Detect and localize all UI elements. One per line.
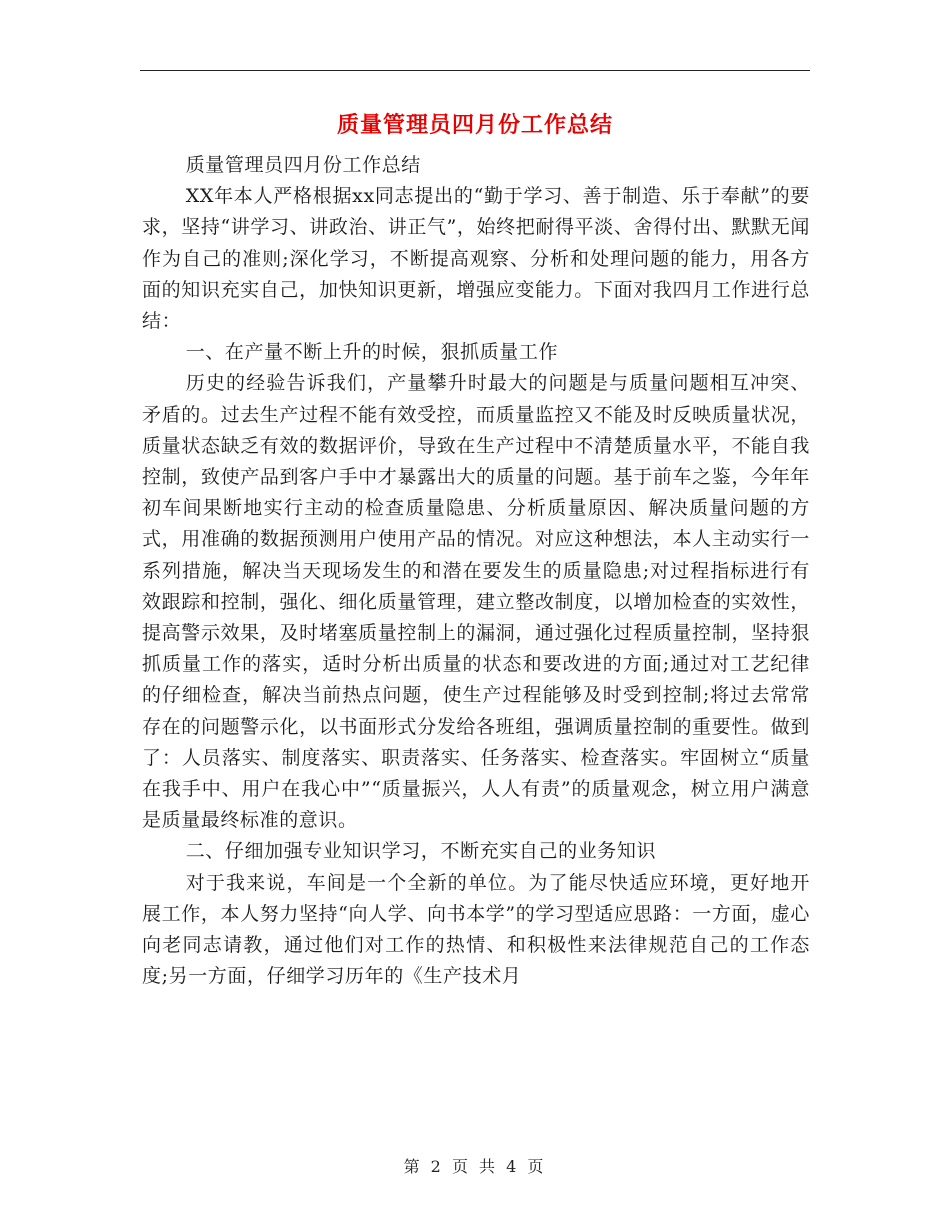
- paragraph-section-1: 历史的经验告诉我们，产量攀升时最大的问题是与质量问题相互冲突、矛盾的。过去生产过程不能有效受控，而质量监控又不能及时反映质量状况，质量状态缺乏有效的数据评价，导致在生产过程中不清楚质量水平，不能自我控制，致使产品到客户手中才暴露出大的质量的问题。基于前车之鉴，今年年初车间果断地实行主动的检查质量隐患、分析质量原因、解决质量问题的方式，用准确的数据预测用户使用产品的情况。对应这种想法，本人主动实行一系列措施，解决当天现场发生的和潜在要发生的质量隐患;对过程指标进行有效跟踪和控制，强化、细化质量管理，建立整改制度，以增加检查的实效性，提高警示效果，及时堵塞质量控制上的漏洞，通过强化过程质量控制，坚持狠抓质量工作的落实，适时分析出质量的状态和要改进的方面;通过对工艺纪律的仔细检查，解决当前热点问题，使生产过程能够及时受到控制;将过去常常存在的问题警示化，以书面形式分发给各班组，强调质量控制的重要性。做到了：人员落实、制度落实、职责落实、任务落实、检查落实。牢固树立“质量在我手中、用户在我心中”“质量振兴，人人有责”的质量观念，树立用户满意是质量最终标准的意识。: [142, 372, 810, 832]
- section-heading-1: 一、在产量不断上升的时候，狠抓质量工作: [185, 341, 559, 364]
- page-number: 第 2 页 共 4 页: [403, 1157, 547, 1176]
- header-rule: [140, 70, 810, 71]
- document-title: 质量管理员四月份工作总结: [336, 112, 613, 138]
- paragraph-intro: XX年本人严格根据xx同志提出的“勤于学习、善于制造、乐于奉献”的要求，坚持“讲学习、讲政治、讲正气”，始终把耐得平淡、舍得付出、默默无闻作为自己的准则;深化学习，不断提高观察、分析和处理问题的能力，用各方面的知识充实自己，加快知识更新，增强应变能力。下面对我四月工作进行总结：: [142, 185, 810, 333]
- document-body: [142, 150, 810, 992]
- section-heading-2: 二、仔细加强专业知识学习，不断充实自己的业务知识: [185, 840, 657, 863]
- paragraph-section-2: 对于我来说，车间是一个全新的单位。为了能尽快适应环境，更好地开展工作，本人努力坚持“向人学、向书本学”的学习型适应思路：一方面，虚心向老同志请教，通过他们对工作的热情、和积极性来法律规范自己的工作态度;另一方面，仔细学习历年的《生产技术月: [142, 871, 810, 988]
- paragraph-subtitle: 质量管理员四月份工作总结: [185, 154, 421, 176]
